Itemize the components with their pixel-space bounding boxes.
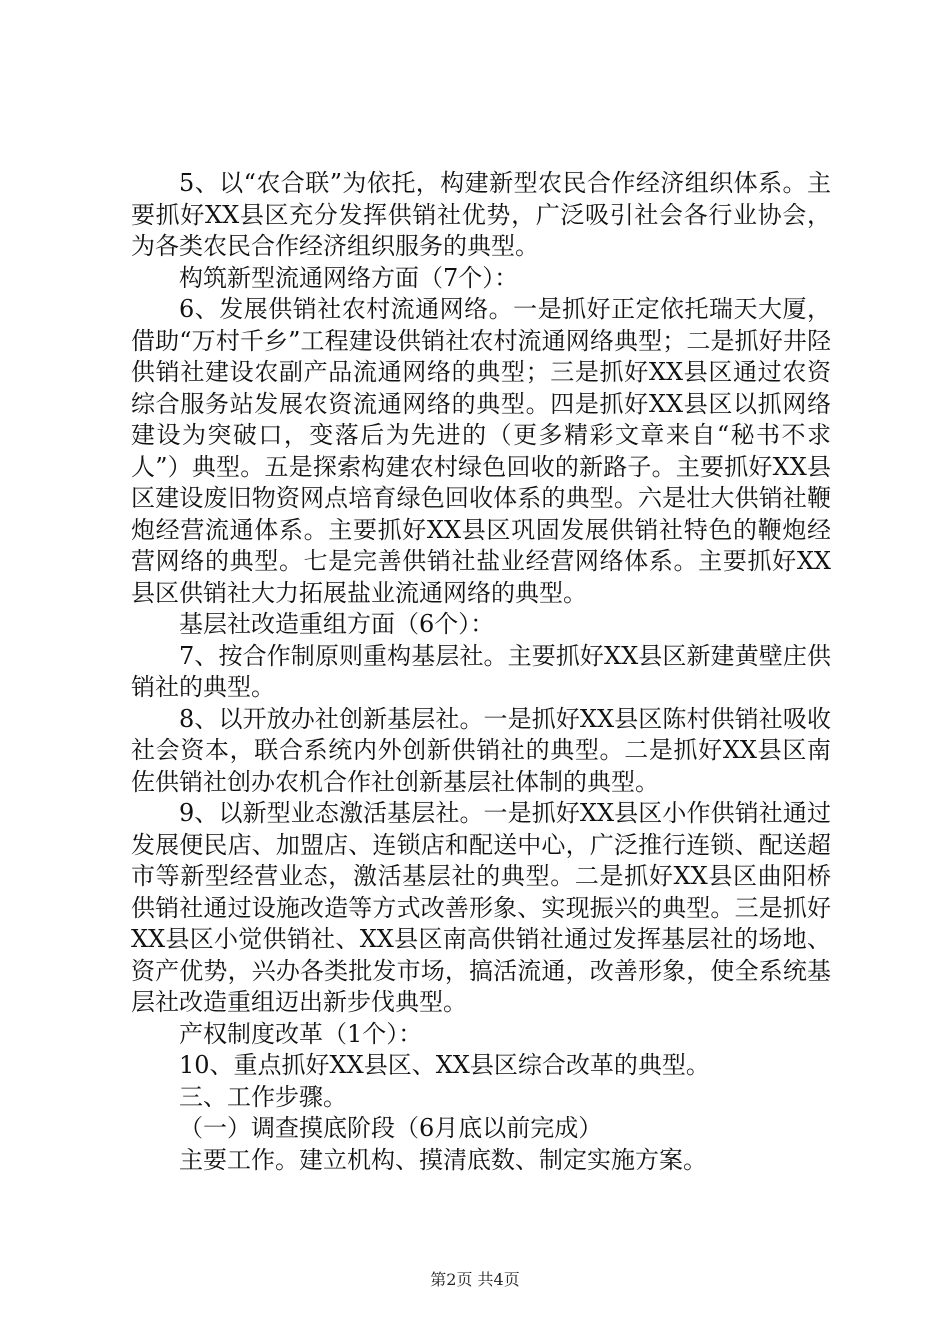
document-body [131, 168, 831, 1176]
paragraph-5: 5、以“农合联”为依托，构建新型农民合作经济组织体系。主要抓好XX县区充分发挥供销社优势，广泛吸引社会各行业协会，为各类农民合作经济组织服务的典型。 [131, 169, 831, 260]
paragraph-10: 10、重点抓好XX县区、XX县区综合改革的典型。 [179, 1051, 710, 1079]
section-heading-property: 产权制度改革（1个）： [179, 1019, 423, 1048]
section-heading-grassroots: 基层社改造重组方面（6个）： [179, 610, 495, 638]
paragraph-7: 7、按合作制原则重构基层社。主要抓好XX县区新建黄壁庄供销社的典型。 [131, 641, 831, 701]
section-heading-circulation: 构筑新型流通网络方面（7个）： [179, 263, 519, 292]
paragraph-6: 6、发展供销社农村流通网络。一是抓好正定依托瑞天大厦，借助“万村千乡”工程建设供销社农村流通网络典型；二是抓好井陉供销社建设农副产品流通网络的典型；三是抓好XX县区通过农资综合服务站发展农资流通网络的典型。四是抓好XX县区以抓网络建设为突破口，变落后为先进的（更多精彩文章来自“秘书不求人”）典型。五是探索构建农村绿色回收的新路子。主要抓好XX县区建设废旧物资网点培育绿色回收体系的典型。六是壮大供销社鞭炮经营流通体系。主要抓好XX县区巩固发展供销社特色的鞭炮经营网络的典型。七是完善供销社盐业经营网络体系。主要抓好XX县区供销社大力拓展盐业流通网络的典型。 [131, 295, 831, 607]
subheading-survey-stage: （一）调查摸底阶段（6月底以前完成） [179, 1114, 603, 1142]
paragraph-8: 8、以开放办社创新基层社。一是抓好XX县区陈村供销社吸收社会资本，联合系统内外创新供销社的典型。二是抓好XX县区南佐供销社创办农机合作社创新基层社体制的典型。 [131, 704, 831, 796]
paragraph-main-work: 主要工作。建立机构、摸清底数、制定实施方案。 [179, 1145, 707, 1174]
section-heading-steps: 三、工作步骤。 [179, 1082, 347, 1111]
page-number: 第2页 共4页 [430, 1270, 520, 1289]
paragraph-9: 9、以新型业态激活基层社。一是抓好XX县区小作供销社通过发展便民店、加盟店、连锁店和配送中心，广泛推行连锁、配送超市等新型经营业态，激活基层社的典型。二是抓好XX县区曲阳桥供销社通过设施改造等方式改善形象、实现振兴的典型。三是抓好XX县区小觉供销社、XX县区南高供销社通过发挥基层社的场地、资产优势，兴办各类批发市场，搞活流通，改善形象，使全系统基层社改造重组迈出新步伐典型。 [131, 799, 831, 1016]
